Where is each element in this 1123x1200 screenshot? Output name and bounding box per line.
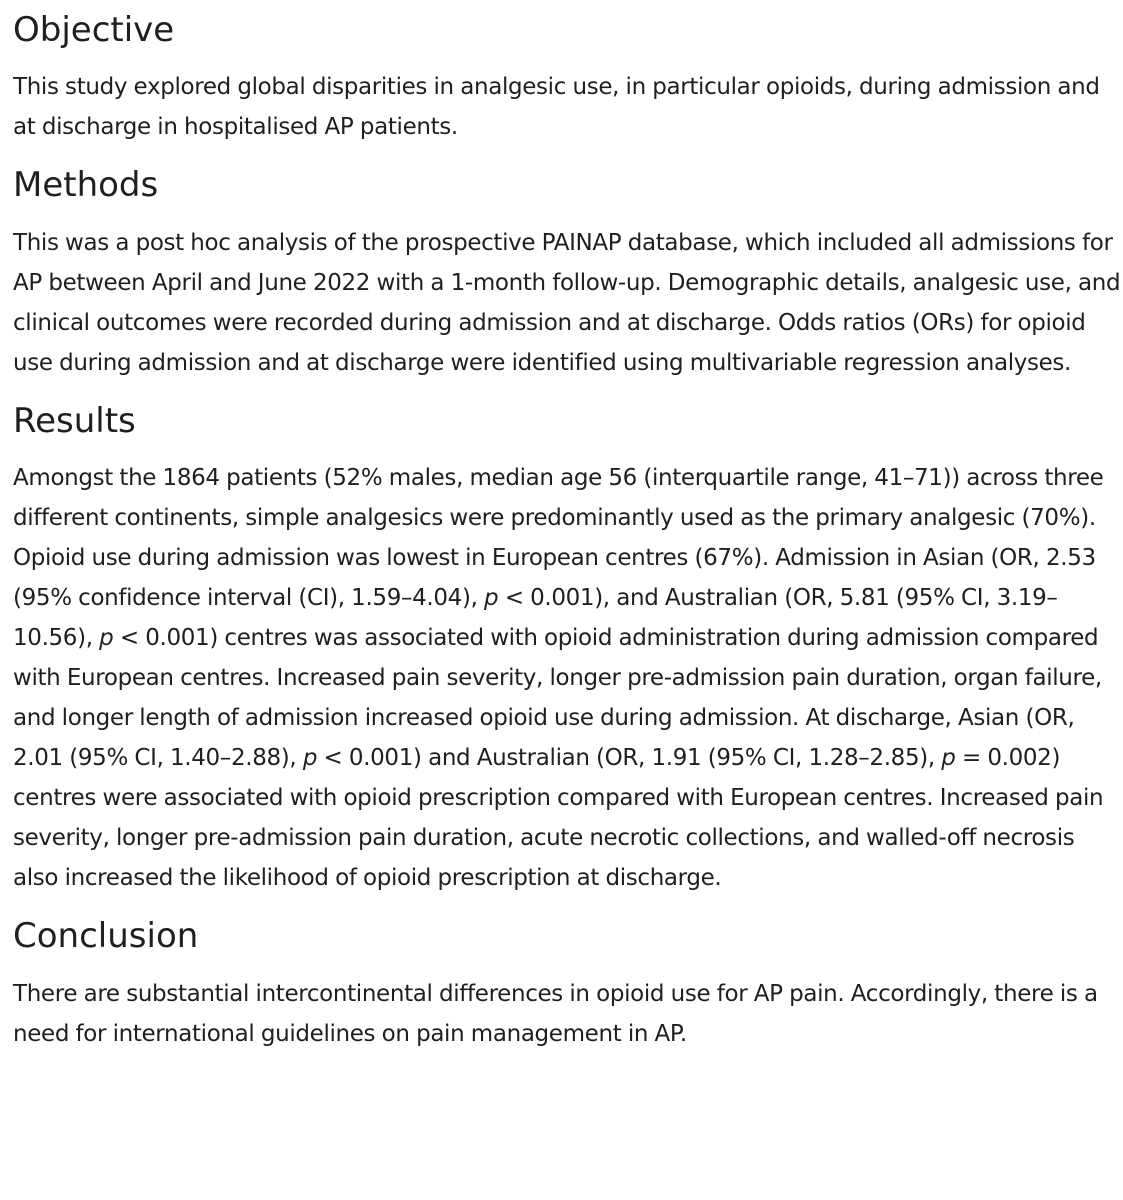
conclusion-heading: Conclusion (13, 916, 199, 957)
objective-heading: Objective (13, 10, 175, 50)
results-text-part-1: Amongst the 1864 patients (52% males, median age 56 (interquartile range, 41–71)) across three different continents, simple analgesics were predominantly used as the primary analgesic (70%). Opioid use during admission was lowest in European centres (67%). Admission in Asian (OR, 2.53 (95% confidence interval (CI), 1.59–4.04), (13, 465, 1104, 612)
objective-section (13, 12, 1123, 147)
conclusion-text: There are substantial intercontinental differences in opioid use for AP pain. Accordingly, there is a need for international guidelines on pain management in AP. (13, 980, 1098, 1047)
results-section (13, 400, 1123, 898)
conclusion-section (13, 918, 1123, 1053)
p-value-symbol: p (484, 585, 499, 612)
p-value-symbol: p (99, 625, 114, 652)
results-text (13, 458, 1123, 898)
methods-section (13, 167, 1123, 382)
methods-heading: Methods (13, 165, 159, 206)
p-value-symbol: p (302, 745, 318, 772)
methods-text: This was a post hoc analysis of the prospective PAINAP database, which included all admissions for AP between April and June 2022 with a 1-month follow-up. Demographic details, analgesic use, and clinical outcomes were recorded during admission and at discharge. Odds ratios (ORs) for opioid use during admission and at discharge were identified using multivariable regression analyses. (13, 229, 1121, 376)
results-text-part-4: < 0.001) and Australian (OR, 1.91 (95% CI, 1.28–2.85), (317, 745, 942, 772)
results-text-part-2: < 0.001), and Australian (OR, 5.81 (95% CI, 3.19–10.56), (13, 585, 1058, 652)
results-heading: Results (13, 400, 136, 441)
results-text-part-5: = 0.002) centres were associated with opioid prescription compared with European centres. Increased pain severity, longer pre-admission pain duration, acute necrotic collections, and walled-off necrosis also increased the likelihood of opioid prescription at discharge. (13, 745, 1104, 892)
results-text-part-3: < 0.001) centres was associated with opioid administration during admission compared with European centres. Increased pain severity, longer pre-admission pain duration, organ failure, and longer length of admission increased opioid use during admission. At discharge, Asian (OR, 2.01 (95% CI, 1.40–2.88), (13, 625, 1102, 772)
p-value-symbol: p (941, 745, 956, 772)
objective-text: This study explored global disparities in analgesic use, in particular opioids, during admission and at discharge in hospitalised AP patients. (13, 74, 1100, 141)
